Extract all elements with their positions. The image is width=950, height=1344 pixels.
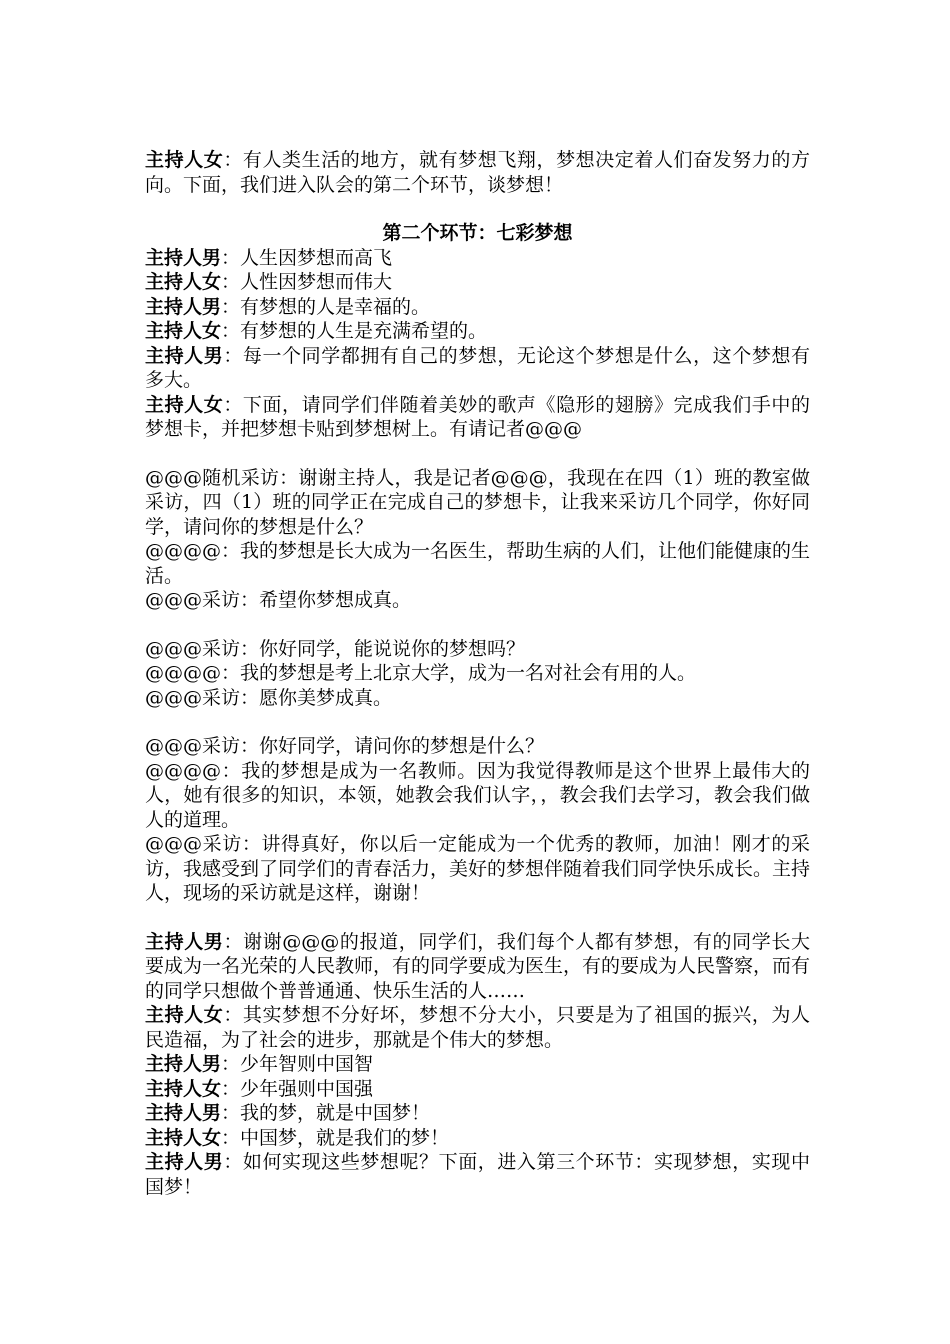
speaker-separator: ： [223,344,243,367]
dialogue-line [145,270,810,295]
dialogue-line [145,734,810,759]
speaker-separator: ： [221,320,241,342]
line-text: 如何实现这些梦想呢？下面，进入第三个环节：实现梦想，实现中国梦！ [145,1151,810,1198]
line-text: 有梦想的人生是充满希望的。 [240,320,488,342]
dialogue-line [145,1126,810,1151]
speaker-label: 主持人女 [145,1126,222,1149]
line-text: @@@采访：愿你美梦成真。 [145,686,393,709]
speaker-separator: ： [221,295,241,318]
line-text: 中国梦，就是我们的梦！ [240,1126,450,1149]
speaker-separator: ： [221,271,241,293]
line-text: 有梦想的人是幸福的。 [240,295,431,318]
line-text: @@@采访：讲得真好，你以后一定能成为一个优秀的教师，加油！刚才的采访，我感受到了同学们的青春活力，美好的梦想伴随着我们同学快乐成长。主持人，现场的采访就是这样，谢谢！ [145,833,811,904]
dialogue-line [145,1003,810,1052]
speaker-label: 主持人女 [145,1004,224,1026]
dialogue-line [145,759,810,833]
dialogue-line [145,1101,810,1126]
speaker-separator: ： [221,1053,241,1075]
paragraph-gap [145,613,810,637]
line-text: 下面，请同学们伴随着美妙的歌声《隐形的翅膀》完成我们手中的梦想卡，并把梦想卡贴到梦想树上。有请记者@@@ [145,393,810,440]
line-text: 我的梦，就是中国梦！ [240,1102,431,1124]
speaker-separator: ： [223,1004,243,1026]
speaker-separator: ： [221,246,241,269]
speaker-label: 主持人女 [145,1077,222,1100]
dialogue-line [145,148,810,197]
speaker-label: 主持人男 [145,930,224,953]
speaker-separator: ： [223,930,244,953]
dialogue-line [145,319,810,344]
speaker-separator: ： [223,1151,243,1173]
line-text: 有人类生活的地方，就有梦想飞翔，梦想决定着人们奋发努力的方向。下面，我们进入队会的第二个环节，谈梦想！ [145,149,810,196]
speaker-label: 主持人男 [145,246,222,269]
line-text: 人生因梦想而高飞 [240,246,393,269]
speaker-label: 主持人男 [145,1102,222,1124]
dialogue-line [145,588,810,613]
speaker-label: 主持人男 [145,1151,224,1173]
dialogue-line [145,661,810,686]
paragraph-gap [145,442,810,466]
speaker-label: 主持人男 [145,344,224,367]
speaker-label: 主持人男 [145,1053,222,1075]
speaker-label: 主持人女 [145,393,224,416]
line-text: @@@@：我的梦想是考上北京大学，成为一名对社会有用的人。 [145,662,697,684]
line-text: @@@采访：你好同学，请问你的梦想是什么？ [145,735,545,757]
document-page [145,148,810,1199]
line-text: 每一个同学都拥有自己的梦想，无论这个梦想是什么，这个梦想有多大。 [145,344,810,391]
paragraph-gap [145,710,810,734]
speaker-separator: ： [223,149,243,171]
speaker-label: 主持人女 [145,271,222,293]
speaker-label: 主持人男 [145,295,222,318]
line-text: @@@采访：你好同学，能说说你的梦想吗？ [145,637,526,660]
dialogue-line [145,1052,810,1077]
dialogue-line [145,344,810,393]
line-text: @@@@：我的梦想是成为一名教师。因为我觉得教师是这个世界上最伟大的人，她有很多的知识，本领，她教会我们认字，，教会我们去学习，教会我们做人的道理。 [145,759,810,831]
line-text: 人性因梦想而伟大 [240,271,393,293]
line-text: 少年强则中国强 [240,1077,374,1100]
dialogue-line [145,393,810,442]
dialogue-line [145,246,810,271]
speaker-separator: ： [223,393,243,416]
paragraph-gap [145,906,810,930]
speaker-label: 主持人女 [145,149,224,171]
line-text: @@@@：我的梦想是长大成为一名医生，帮助生病的人们，让他们能健康的生活。 [145,540,811,587]
speaker-label: 主持人女 [145,320,222,342]
dialogue-line [145,295,810,320]
dialogue-line [145,466,810,540]
line-text: @@@采访：希望你梦想成真。 [145,589,412,611]
line-text: 少年智则中国智 [240,1053,374,1075]
dialogue-line [145,1150,810,1199]
dialogue-line [145,930,810,1004]
dialogue-line [145,832,810,906]
speaker-separator: ： [221,1102,241,1124]
dialogue-line [145,686,810,711]
speaker-separator: ： [221,1077,241,1100]
dialogue-line [145,1077,810,1102]
dialogue-line [145,637,810,662]
dialogue-line [145,539,810,588]
line-text: 其实梦想不分好坏，梦想不分大小，只要是为了祖国的振兴，为人民造福，为了社会的进步，那就是个伟大的梦想。 [145,1004,810,1051]
line-text: @@@随机采访：谢谢主持人，我是记者@@@，我现在在四（1）班的教室做采访，四（1）班的同学正在完成自己的梦想卡，让我来采访几个同学，你好同学，请问你的梦想是什么？ [145,466,810,538]
line-text: 谢谢@@@的报道，同学们，我们每个人都有梦想，有的同学长大要成为一名光荣的人民教师，有的同学要成为医生，有的要成为人民警察，而有的同学只想做个普普通通、快乐生活的人…… [145,930,811,1002]
section-heading: 第二个环节：七彩梦想 [382,222,573,244]
speaker-separator: ： [221,1126,241,1149]
paragraph-gap [145,197,810,221]
